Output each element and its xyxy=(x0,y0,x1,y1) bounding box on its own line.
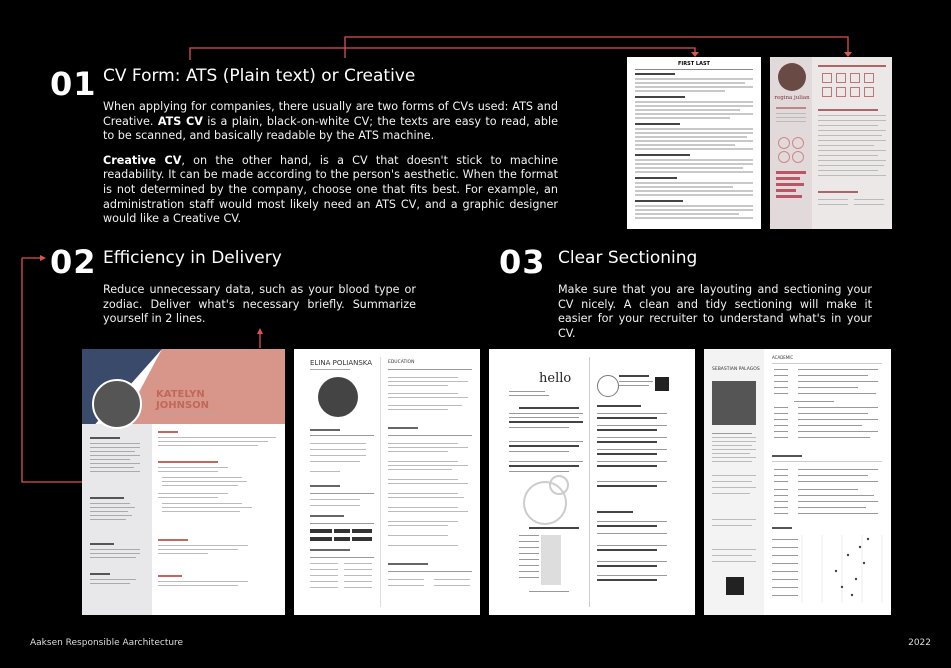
elina-cv-sample xyxy=(294,349,480,615)
section-2-body: Reduce unnecessary data, such as your blood type or zodiac. Deliver what's necessary briefly. Summarize yourself in 2 lines. xyxy=(103,283,416,326)
katelyn-name: KATELYN JOHNSON xyxy=(156,389,210,411)
sebastian-section-title: ACADEMIC xyxy=(772,355,794,360)
sebastian-name: SEBASTIAN PALAGOS xyxy=(712,367,760,372)
creative-cv-sample xyxy=(770,57,892,229)
ats-cv-sample xyxy=(627,57,761,229)
section-3-number: 03 xyxy=(499,243,546,281)
hello-title: hello xyxy=(539,371,572,386)
section-1-number: 01 xyxy=(50,65,97,103)
section-1-body: When applying for companies, there usually are two forms of CVs used: ATS and Creative. ATS CV is a plain, black-on-white CV; the texts are easy to read, able to be scanned, and basically readable by the ATS machine. Creative CV, on the other hand, is a CV that doesn't stick to machine readability. It can be made according to the person's aesthetic. When the format is not determined by the company, choose one that fits best. For example, an administration staff would most likely need an ATS CV, and a graphic designer would like a Creative CV. xyxy=(103,100,559,226)
elina-name: ELINA POLIANSKA xyxy=(310,359,373,367)
katelyn-cv-sample xyxy=(82,349,285,615)
section-3-body: Make sure that you are layouting and sectioning your CV nicely. A clean and tidy sectioning will make it easier for your recruiter to understand what's in your CV. xyxy=(558,283,872,340)
section-2-title: Efficiency in Delivery xyxy=(103,248,282,268)
section-2-number: 02 xyxy=(50,243,97,281)
avatar xyxy=(778,63,806,91)
hello-cv-sample xyxy=(489,349,695,615)
section-1-title: CV Form: ATS (Plain text) or Creative xyxy=(103,66,416,86)
avatar xyxy=(712,381,756,425)
creative-cv-name: regina julian xyxy=(774,95,810,101)
avatar xyxy=(92,379,142,429)
section-3-title: Clear Sectioning xyxy=(558,248,698,268)
sebastian-cv-sample xyxy=(704,349,891,615)
elina-section-title: EDUCATION xyxy=(388,360,415,365)
avatar xyxy=(318,377,358,417)
katelyn-role: SOCIAL MEDIA MANAGER xyxy=(156,413,221,417)
ats-cv-title: FIRST LAST xyxy=(678,61,710,67)
footer-year: 2022 xyxy=(908,638,931,648)
footer-organization: Aaksen Responsible Aarchitecture xyxy=(30,638,184,648)
